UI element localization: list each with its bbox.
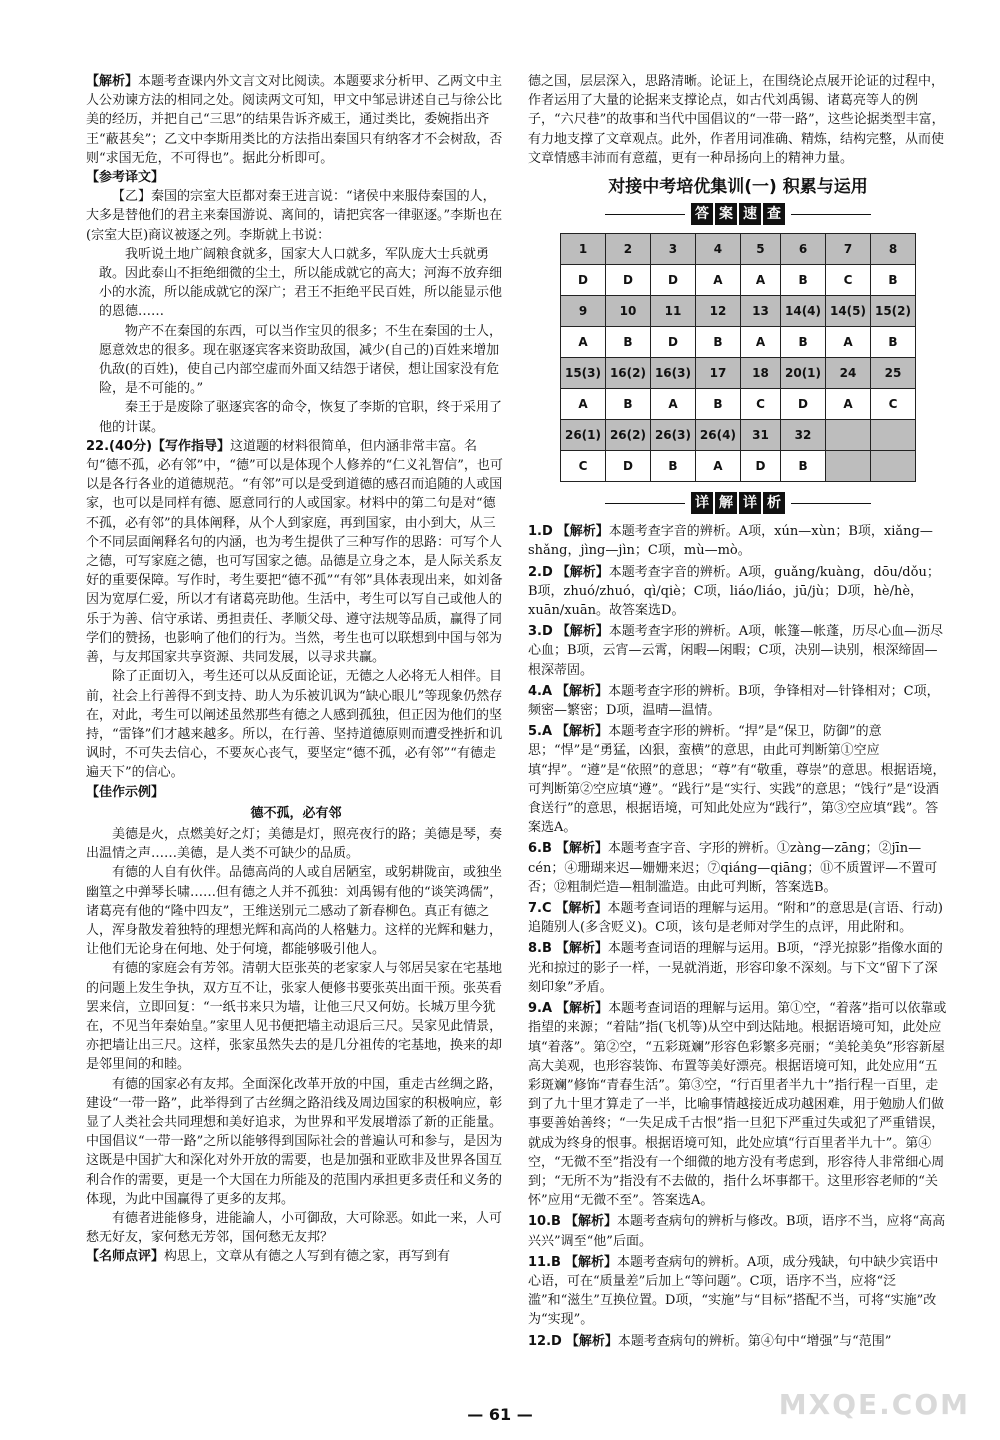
answer-cell: C: [826, 265, 871, 296]
answer-cell: C: [740, 389, 780, 420]
question-number-cell: 17: [695, 358, 740, 389]
essay-paragraph-3: 有德的家庭会有芳邻。清朝大臣张英的老家家人与邻居吴家在宅基地的问题上发生争执，双方互不让，张家人便修书要张英出面干预。张英看罢来信，立即回复：“一纸书来只为墙，让他三尺又何妨。长城万里今犹在，不见当年秦始皇。”家里人见书便把墙主动退后三尺。吴家见此情景，亦把墙让出三尺。这样，张家虽然失去的是几分祖传的宅基地，换来的却是邻里间的和睦。: [86, 961, 503, 1073]
item-number: 6.B: [528, 841, 552, 857]
banner-rule-right: [791, 503, 871, 504]
right-column: [528, 72, 948, 1353]
answer-cell: B: [695, 389, 740, 420]
q22-text-1: 这道题的材料很简单，但内涵非常丰富。名句“德不孤，必有邻”中，“德”可以是体现个人修养的“仁义礼智信”，也可以是各行各业的道德规范。“有邻”可以是受到道德的感召而追随的人或国家，也可以是同样有德、愿意同行的人或国家。材料中的第二句是对“德不孤，必有邻”的具体阐释，从个人到家庭，再到国家，由小到大，从三个不同层面阐释名句的内涵，也为考生提供了三种写作的思路：可写个人之德，可写家庭之德，也可写国家之德。品德是立身之本，是人际关系友好的重要保障。写作时，考生要把“德不孤”“有邻”具体表现出来，如刘备因为宽厚仁爱，所以才有诸葛亮助他。生活中，考生可以写自己或他人的乐于为善、信守承诺、勇担责任、孝顺父母、遵守法规等品质，赢得了同学们的赞扬，也影响了他们的行为。当然，考生也可以联想到中国与邻为善，与友邦国家共享资源、共同发展，以寻求共赢。: [86, 438, 503, 666]
explanation-item: [528, 939, 948, 997]
answer-cell: A: [695, 265, 740, 296]
item-text: 本题考查字形的辨析。“捍”是“保卫，防御”的意思；“悍”是“勇猛，凶狠，蛮横”的意思，由此可判断第①空应填“捍”。“遵”是“依照”的意思；“尊”有“敬重，尊崇”的意思。根据语境，可判断第②空应填“遵”。“践行”是“实行、实践”的意思；“饯行”是“设酒食送行”的意思，根据语境，可知此处应为“践行”，第③空应填“践”。答案选A。: [528, 724, 946, 836]
answer-quick-check-banner: [528, 203, 948, 225]
banner-rule-left: [605, 214, 685, 215]
teacher-comment-label: 【名师点评】: [86, 1249, 165, 1265]
question-number-cell: 7: [826, 234, 871, 265]
question-number-cell: [871, 420, 916, 451]
answer-cell: [871, 451, 916, 482]
item-analysis-label: 【解析】: [564, 1254, 617, 1270]
explanation-item: [528, 722, 948, 837]
question-number-cell: 15(2): [871, 296, 916, 327]
explanation-item: [528, 839, 948, 897]
item-number: 7.C: [528, 901, 552, 917]
answer-cell: A: [561, 389, 606, 420]
answer-cell: D: [650, 265, 695, 296]
essay-paragraph-2: 有德的人自有伙伴。品德高尚的人或自居陋室，或躬耕陇亩，或独坐幽篁之中弹琴长啸……但有德之人并不孤独：刘禹锡有他的“谈笑鸿儒”，诸葛亮有他的“隆中四友”，王维送别元二感动了新春柳色。真正有德之人，浑身散发着独特的理想光辉和高尚的人格魅力。这样的光辉和魅力，让他们无论身在何地、处于何境，都能够吸引他人。: [86, 865, 503, 958]
answer-cell: A: [740, 327, 780, 358]
banner-rule-right: [791, 214, 871, 215]
answer-cell: B: [871, 265, 916, 296]
banner-char: 解: [715, 492, 737, 514]
item-text: 本题考查病句的辨析。A项，成分残缺，句中缺少宾语中心语，可在“质量差”后加上“等问题”。C项，语序不当，应将“泛滥”和“滋生”互换位置。D项，“实施”与“目标”搭配不当，可将“实施”改为“实现”。: [528, 1254, 939, 1328]
answer-table-header-row: [561, 420, 916, 451]
item-analysis-label: 【解析】: [556, 1001, 609, 1017]
explanation-item: [528, 682, 948, 720]
answer-cell: D: [605, 451, 650, 482]
question-number-cell: 15(3): [561, 358, 606, 389]
item-analysis-label: 【解析】: [565, 1333, 618, 1349]
detail-banner-box: [691, 492, 785, 514]
translation-intro: 【乙】秦国的宗室大臣都对秦王进言说：“诸侯中来服侍秦国的人，大多是替他们的君主来秦国游说、离间的，请把宾客一律驱逐。”李斯也在(宗室大臣)商议被逐之列。李斯就上书说：: [86, 189, 503, 243]
q22-paragraph-1: [86, 437, 506, 667]
item-number: 2.D: [528, 564, 553, 580]
answer-cell: B: [781, 327, 826, 358]
banner-char: 详: [739, 492, 761, 514]
item-number: 5.A: [528, 724, 553, 740]
detailed-analysis-banner: [528, 492, 948, 514]
question-number-cell: 11: [650, 296, 695, 327]
item-analysis-label: 【解析】: [556, 724, 609, 740]
answer-cell: B: [781, 451, 826, 482]
left-column: [86, 72, 506, 1267]
explanation-item: [528, 622, 948, 680]
item-number: 9.A: [528, 1001, 553, 1017]
question-number-cell: 2: [605, 234, 650, 265]
q22-heading: (40分)【写作指导】: [109, 438, 231, 454]
item-text: 本题考查病句的辨析。第④句中“增强”与“范围”: [617, 1333, 892, 1349]
analysis-label: 【解析】: [86, 74, 139, 89]
answer-cell: C: [561, 451, 606, 482]
answer-cell: B: [605, 327, 650, 358]
question-number-cell: 10: [605, 296, 650, 327]
answer-cell: B: [871, 327, 916, 358]
item-analysis-label: 【解析】: [555, 841, 608, 857]
question-number-cell: 12: [695, 296, 740, 327]
answer-table-header-row: [561, 358, 916, 389]
question-number-cell: 26(3): [650, 420, 695, 451]
item-text: 本题考查字音、字形的辨析。①zàng—zāng；②jīn—cén；④珊瑚来迟—姗姗来迟；⑦qiáng—qiāng；⑪不质置评—不置可否；⑫粗制烂造—粗制滥造。由此可判断，答案选B。: [528, 841, 938, 895]
item-text: 本题考查字形的辨析。B项，争锋相对—针锋相对；C项，频密—繁密；D项，温晴—温情。: [528, 683, 940, 719]
page-number: — 61 —: [467, 1405, 533, 1424]
item-text: 本题考查病句的辨析与修改。B项，语序不当，应将“高高兴兴”调至“他”后面。: [528, 1214, 946, 1249]
essay-paragraph-1: 美德是火，点燃美好之灯；美德是灯，照亮夜行的路；美德是琴，奏出温情之声……美德，是人类不可缺少的品质。: [86, 826, 503, 862]
answer-table-header-row: [561, 296, 916, 327]
analysis-paragraph: [86, 72, 506, 168]
question-number-cell: 9: [561, 296, 606, 327]
question-number-cell: 5: [740, 234, 780, 265]
question-number-cell: 18: [740, 358, 780, 389]
item-number: 10.B: [528, 1214, 561, 1230]
explanation-item: [528, 1212, 948, 1250]
question-number-cell: 8: [871, 234, 916, 265]
explanation-item: [528, 999, 948, 1210]
question-number-cell: 13: [740, 296, 780, 327]
teacher-comment: [86, 1247, 506, 1266]
answer-cell: A: [695, 451, 740, 482]
item-analysis-label: 【解析】: [555, 901, 608, 917]
question-number-cell: 32: [781, 420, 826, 451]
answer-cell: D: [561, 265, 606, 296]
banner-char: 速: [739, 203, 761, 225]
banner-char: 答: [691, 203, 713, 225]
banner-char: 案: [715, 203, 737, 225]
explanation-item: [528, 563, 948, 621]
item-analysis-label: 【解析】: [556, 564, 609, 580]
q22-paragraph-2: 除了正面切入，考生还可以从反面论证，无德之人必将无人相伴。目前，社会上行善得不到支持、助人为乐被讥讽为“缺心眼儿”等现象仍然存在，对此，考生可以阐述虽然那些有德之人感到孤独，但正因为他们的坚持，“雷锋”们才越来越多。所以，在行善、坚持道德原则而遭受挫折和讥讽时，不可失去信心，不要灰心丧气，要坚定“德不孤，必有邻”“有德走遍天下”的信心。: [86, 669, 503, 781]
question-number-cell: 6: [781, 234, 826, 265]
essay-paragraph-5: 有德者进能修身，进能諭人，小可御敌，大可除恶。如此一来，人可愁无好友，家何愁无芳邻，国何愁无友邦？: [86, 1210, 503, 1246]
analysis-text: 本题考查课内外文言文对比阅读。本题要求分析甲、乙两文中主人公劝谏方法的相同之处。阅读两文可知，甲文中邹忌讲述自己与徐公比美的经历，并把自己“三思”的结果告诉齐威王，通过类比，委婉指出齐王“蔽甚矣”；乙文中李斯用类比的方法指出秦国只有纳客才不会树敌，否则“求国无危，不可得也”。据此分析即可。: [86, 74, 503, 166]
teacher-comment-text: 构思上，文章从有德之人写到有德之家，再写到有: [164, 1249, 451, 1265]
answer-cell: A: [826, 327, 871, 358]
answer-cell: B: [605, 389, 650, 420]
answer-cell: A: [740, 265, 780, 296]
translation-paragraph-2: 物产不在秦国的东西，可以当作宝贝的很多；不生在秦国的士人，愿意效忠的很多。现在驱逐宾客来资助敌国，减少(自己的)百姓来增加仇敌(的百姓)，使自己内部空虚而外面又结怨于诸侯，想让国家没有危险，是不可能的。”: [99, 323, 503, 397]
translation-paragraph-3: 秦王于是废除了驱逐宾客的命令，恢复了李斯的官职，终于采用了他的计谋。: [99, 400, 503, 435]
item-text: 本题考查字形的辨析。A项，帐篷—帐蓬，历尽心血—沥尽心血；B项，云宵—云霄，闲暇—闲暇；C项，决别—诀别，根深缔固—根深蒂固。: [528, 624, 944, 678]
answer-cell: B: [650, 451, 695, 482]
q22-number: 22.: [86, 438, 110, 454]
section-title: 对接中考培优集训(一) 积累与运用: [608, 177, 868, 198]
question-number-cell: 26(1): [561, 420, 606, 451]
answer-table-answer-row: [561, 389, 916, 420]
explanation-item: [528, 522, 948, 560]
answer-table-answer-row: [561, 327, 916, 358]
item-analysis-label: 【解析】: [555, 941, 608, 957]
item-text: 本题考查词语的理解与运用。第①空，“着落”指可以依靠或指望的来源；“着陆”指(飞机等)从空中到达陆地。根据语境可知，此处应填“着落”。第②空，“五彩斑斓”形容色彩繁多亮丽；“美轮美奂”形容新屋高大美观，也形容装饰、布置等美好漂亮。根据语境可知，此处应用“五彩斑斓”修饰“青春生活”。第③空，“行百里者半九十”指行程一百里，走到了九十里才算走了一半，比喻事情越接近成功越困难，用于勉励人们做事要善始善终；“一失足成千古恨”指一旦犯下严重过失或犯了严重错误，就成为终身的恨事。根据语境可知，此处应填“行百里者半九十”。第④空，“无微不至”指没有一个细微的地方没有考虑到，形容待人非常细心周到；“无所不为”指没有不去做的，指什么坏事都干。这里形容老师的“关怀”应用“无微不至”。答案选A。: [528, 1001, 947, 1209]
answer-cell: D: [781, 389, 826, 420]
reference-translation-label: 【参考译文】: [86, 170, 165, 186]
essay-title: 德不孤，必有邻: [250, 805, 342, 821]
essay-paragraph-4: 有德的国家必有友邦。全面深化改革开放的中国，重走古丝绸之路，建设“一带一路”，此举得到了古丝绸之路沿线及周边国家的积极响应，彰显了人类社会共同理想和美好追求，为世界和平发展增添了新的正能量。中国倡议“一带一路”之所以能够得到国际社会的普遍认可和参与，是因为这既是中国扩大和深化对外开放的需要，也是加强和亚欧非及世界各国互利合作的需要，更是一个大国在力所能及的范围内承担更多责任和义务的体现，为此中国赢得了更多的友邦。: [86, 1076, 503, 1207]
answer-cell: D: [740, 451, 780, 482]
item-text: 本题考查字音的辨析。A项，guǎng/kuàng，dōu/dǒu；B项，zhuó/zhuó，qì/qiè；C项，liáo/liáo，jū/jù；D项，hè/hè，xuān/xuān。故答案选D。: [528, 564, 940, 619]
answer-explanations: [528, 522, 948, 1351]
answer-cell: A: [561, 327, 606, 358]
question-number-cell: 3: [650, 234, 695, 265]
answer-banner-box: [691, 203, 785, 225]
question-number-cell: 14(5): [826, 296, 871, 327]
item-text: 本题考查字音的辨析。A项，xún—xùn；B项，xiǎng—shǎng，jìng—jìn；C项，mù—mò。: [528, 524, 933, 559]
item-number: 12.D: [528, 1333, 562, 1349]
question-number-cell: 16(2): [605, 358, 650, 389]
watermark-logo: MXQE.COM: [778, 1388, 970, 1421]
question-number-cell: 1: [561, 234, 606, 265]
answer-cell: A: [826, 389, 871, 420]
question-number-cell: [826, 420, 871, 451]
item-analysis-label: 【解析】: [556, 683, 609, 699]
item-number: 3.D: [528, 624, 553, 640]
answer-table-answer-row: [561, 265, 916, 296]
explanation-item: [528, 899, 948, 937]
answer-cell: B: [695, 327, 740, 358]
answer-table-answer-row: [561, 451, 916, 482]
item-number: 11.B: [528, 1254, 561, 1270]
question-number-cell: 25: [871, 358, 916, 389]
question-number-cell: 14(4): [781, 296, 826, 327]
explanation-item: [528, 1253, 948, 1330]
explanation-item: [528, 1332, 948, 1351]
answer-table: [560, 233, 916, 482]
question-number-cell: 20(1): [781, 358, 826, 389]
teacher-comment-continued: 德之国，层层深入，思路清晰。论证上，在围绕论点展开论证的过程中，作者运用了大量的论据来支撑论点，如古代刘禹锡、诸葛亮等人的例子，“六尺巷”的故事和当代中国倡议的“一带一路”，这些论据类型丰富，有力地支撑了文章观点。此外，作者用词准确、精炼，结构完整，从而使文章情感丰沛而有意蕴，更有一种昂扬向上的精神力量。: [528, 74, 945, 166]
answer-cell: D: [650, 327, 695, 358]
answer-cell: A: [650, 389, 695, 420]
answer-cell: B: [781, 265, 826, 296]
question-number-cell: 16(3): [650, 358, 695, 389]
answer-cell: [826, 451, 871, 482]
item-number: 8.B: [528, 941, 552, 957]
answer-cell: D: [605, 265, 650, 296]
translation-paragraph-1: 我听说土地广阔粮食就多，国家大人口就多，军队庞大士兵就勇敢。因此泰山不拒绝细微的尘土，所以能成就它的高大；河海不放弃细小的水流，所以能成就它的深广；君王不拒绝平民百姓，所以能显示他的恩德……: [99, 246, 503, 320]
item-number: 1.D: [528, 524, 553, 540]
answer-cell: C: [871, 389, 916, 420]
item-number: 4.A: [528, 683, 553, 699]
answer-table-header-row: [561, 234, 916, 265]
sample-essay-label: 【佳作示例】: [86, 784, 165, 800]
question-number-cell: 24: [826, 358, 871, 389]
question-number-cell: 26(2): [605, 420, 650, 451]
banner-char: 查: [763, 203, 785, 225]
item-analysis-label: 【解析】: [556, 624, 609, 640]
banner-char: 析: [763, 492, 785, 514]
banner-rule-left: [605, 503, 685, 504]
question-number-cell: 4: [695, 234, 740, 265]
question-number-cell: 26(4): [695, 420, 740, 451]
item-analysis-label: 【解析】: [564, 1214, 617, 1230]
item-text: 本题考查词语的理解与运用。“附和”的意思是(言语、行动)追随别人(多含贬义)。C项，该句是老师对学生的点评，用此附和。: [528, 901, 943, 936]
question-number-cell: 31: [740, 420, 780, 451]
item-text: 本题考查词语的理解与运用。B项，“浮光掠影”指像水面的光和掠过的影子一样，一晃就消逝，形容印象不深刻。与下文“留下了深刻印象”矛盾。: [528, 941, 943, 995]
banner-char: 详: [691, 492, 713, 514]
item-analysis-label: 【解析】: [556, 524, 609, 540]
